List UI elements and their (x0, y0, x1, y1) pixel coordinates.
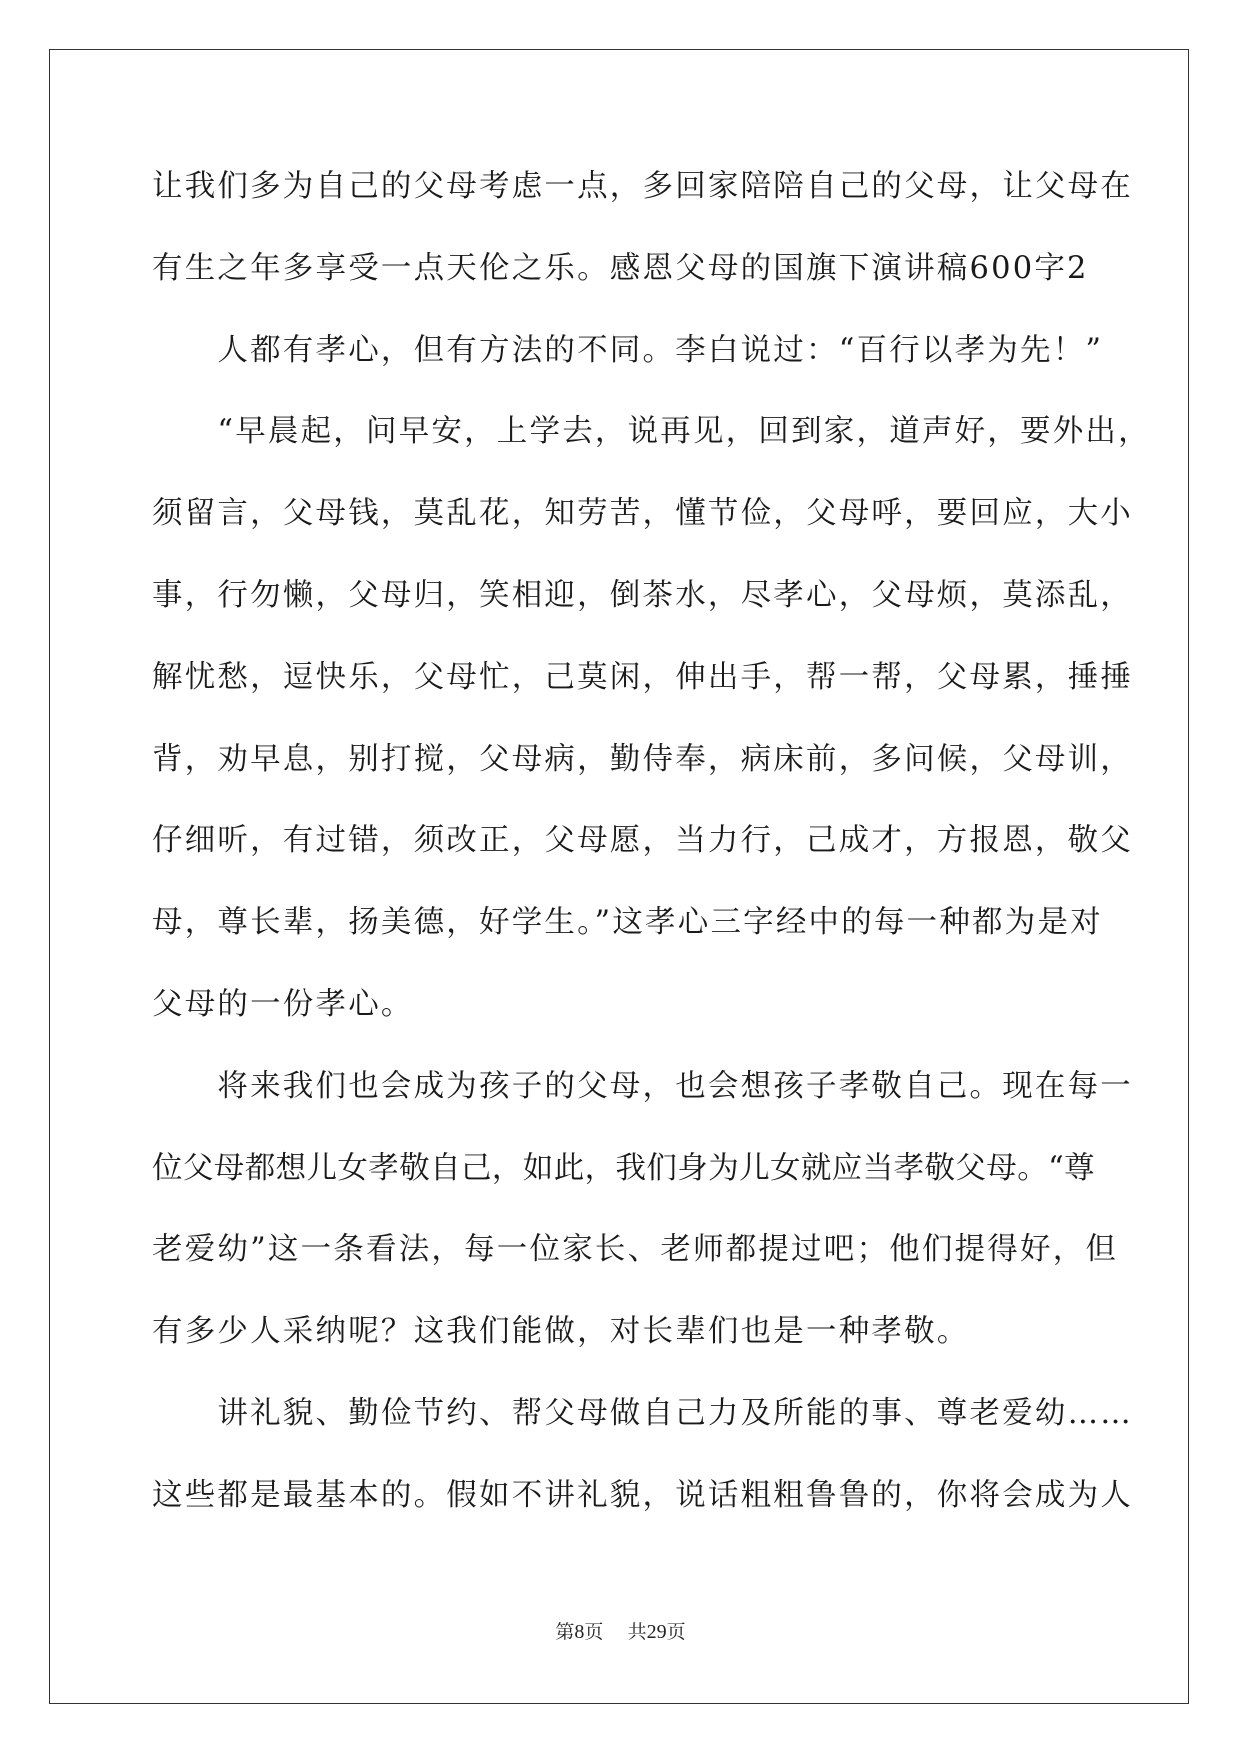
page-footer (0, 1617, 1241, 1644)
text-line: 仔细听，有过错，须改正，父母愿，当力行，己成才，方报恩，敬父 (152, 823, 1133, 859)
text-line: 将来我们也会成为孩子的父母，也会想孩子孝敬自己。现在每一 (152, 1068, 1133, 1104)
text-line: 这些都是最基本的。假如不讲礼貌，说话粗粗鲁鲁的，你将会成为人 (152, 1477, 1133, 1513)
text-line: 位父母都想儿女孝敬自己，如此，我们身为儿女就应当孝敬父母。“尊 (152, 1150, 1095, 1186)
text-line: 事，行勿懒，父母归，笑相迎，倒茶水，尽孝心，父母烦，莫添乱， (152, 577, 1133, 613)
page-number: 8 (574, 1621, 585, 1643)
text-line: 有生之年多享受一点天伦之乐。感恩父母的国旗下演讲稿600字2 (152, 250, 1089, 286)
text-line: “早晨起，问早安，上学去，说再见，回到家，道声好，要外出， (152, 414, 1151, 450)
text-line: 有多少人采纳呢？这我们能做，对长辈们也是一种孝敬。 (152, 1314, 970, 1350)
text-line: 让我们多为自己的父母考虑一点，多回家陪陪自己的父母，让父母在 (152, 169, 1133, 204)
total-pages: 29 (646, 1621, 667, 1643)
text-line: 父母的一份孝心。 (152, 986, 414, 1022)
footer-prefix: 第 (555, 1621, 575, 1643)
text-line: 人都有孝心，但有方法的不同。李白说过：“百行以孝为先！” (152, 332, 1104, 368)
text-line: 解忧愁，逗快乐，父母忙，己莫闲，伸出手，帮一帮，父母累，捶捶 (152, 659, 1133, 695)
body-text (152, 162, 1151, 1553)
footer-total-prefix: 共 (627, 1621, 647, 1643)
footer-total-suffix: 页 (666, 1621, 686, 1643)
text-line: 老爱幼”这一条看法，每一位家长、老师都提过吧；他们提得好，但 (152, 1232, 1119, 1268)
text-line: 讲礼貌、勤俭节约、帮父母做自己力及所能的事、尊老爱幼…… (152, 1395, 1133, 1431)
footer-page-suffix: 页 (584, 1621, 604, 1643)
text-line: 母，尊长辈，扬美德，好学生。”这孝心三字经中的每一种都为是对 (152, 905, 1103, 941)
text-line: 须留言，父母钱，莫乱花，知劳苦，懂节俭，父母呼，要回应，大小 (152, 496, 1133, 532)
text-line: 背，劝早息，别打搅，父母病，勤侍奉，病床前，多问候，父母训， (152, 741, 1133, 777)
